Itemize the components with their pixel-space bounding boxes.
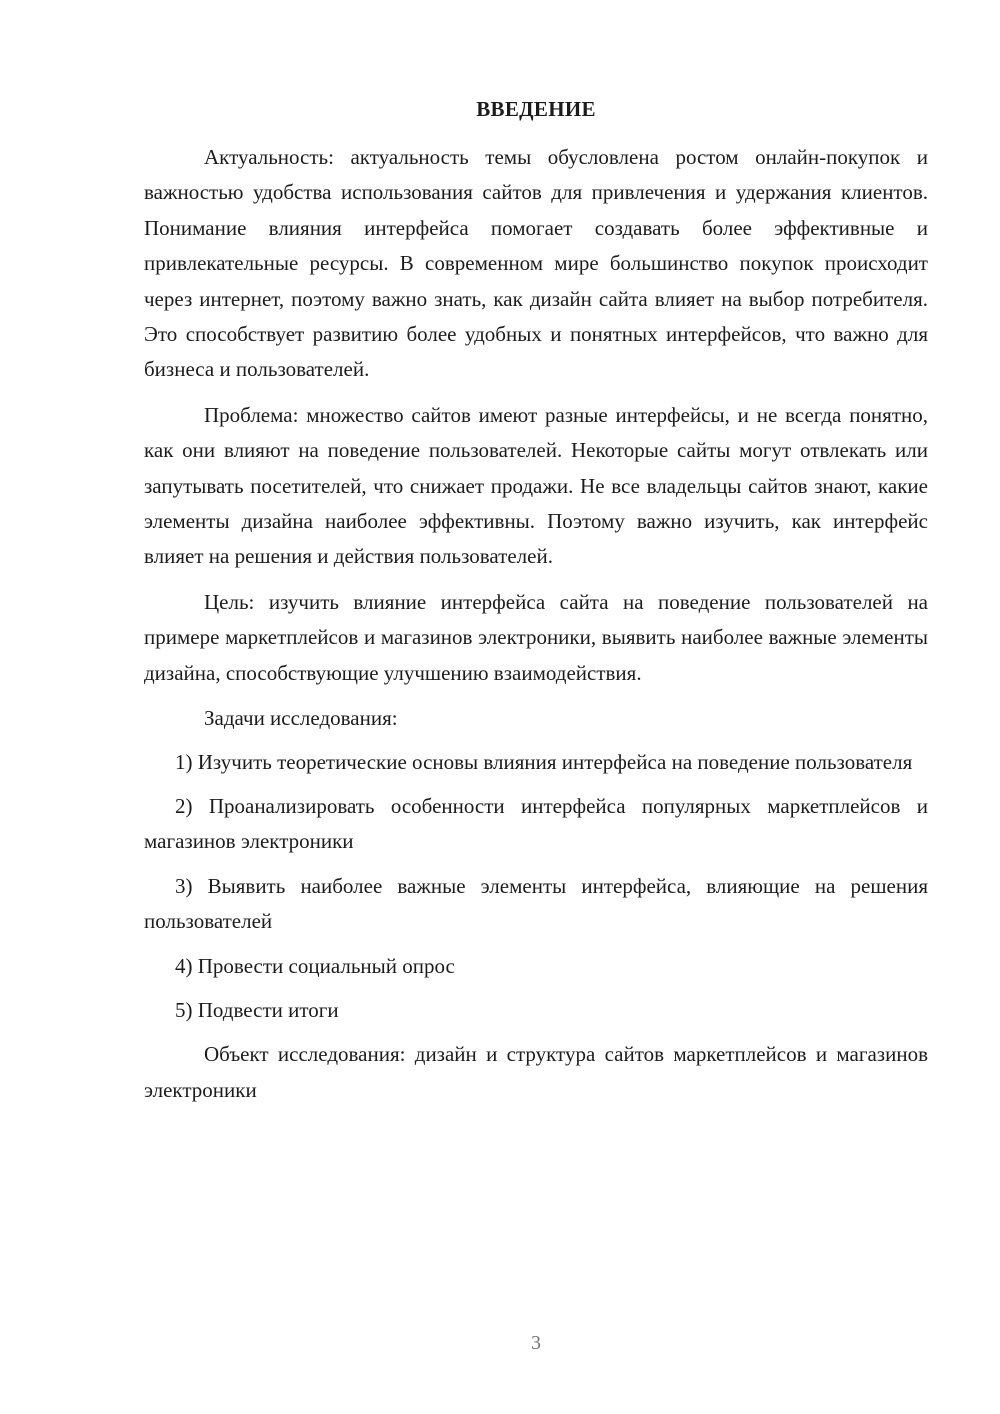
paragraph-relevance: Актуальность: актуальность темы обусловлена ростом онлайн-покупок и важностью удобства использования сайтов для привлечения и удержания клиентов. Понимание влияния интерфейса помогает создавать более эффективные и привлекательные ресурсы. В современном мире большинство покупок происходит через интернет, поэтому важно знать, как дизайн сайта влияет на выбор потребителя. Это способствует развитию более удобных и понятных интерфейсов, что важно для бизнеса и пользователей. [144, 145, 928, 382]
tasks-list [144, 745, 928, 1029]
paragraph-object: Объект исследования: дизайн и структура сайтов маркетплейсов и магазинов электроники [144, 1042, 928, 1102]
tasks-heading: Задачи исследования: [204, 706, 398, 731]
paragraph-goal: Цель: изучить влияние интерфейса сайта на поведение пользователей на примере маркетплейсов и магазинов электроники, выявить наиболее важные элементы дизайна, способствующие улучшению взаимодействия. [144, 589, 928, 685]
task-item: 5) Подвести итоги [175, 997, 339, 1022]
page-title: ВВЕДЕНИЕ [476, 97, 596, 121]
page-number: 3 [531, 1332, 541, 1354]
page-content [144, 92, 928, 1118]
task-item: 4) Провести социальный опрос [175, 953, 455, 978]
task-item: 2) Проанализировать особенности интерфейса популярных маркетплейсов и магазинов электроники [144, 793, 928, 854]
task-item: 3) Выявить наиболее важные элементы интерфейса, влияющие на решения пользователей [144, 873, 928, 934]
paragraph-problem: Проблема: множество сайтов имеют разные интерфейсы, и не всегда понятно, как они влияют на поведение пользователей. Некоторые сайты могут отвлекать или запутывать посетителей, что снижает продажи. Не все владельцы сайтов знают, какие элементы дизайна наиболее эффективны. Поэтому важно изучить, как интерфейс влияет на решения и действия пользователей. [144, 402, 928, 569]
task-item: 1) Изучить теоретические основы влияния интерфейса на поведение пользователя [175, 749, 913, 774]
